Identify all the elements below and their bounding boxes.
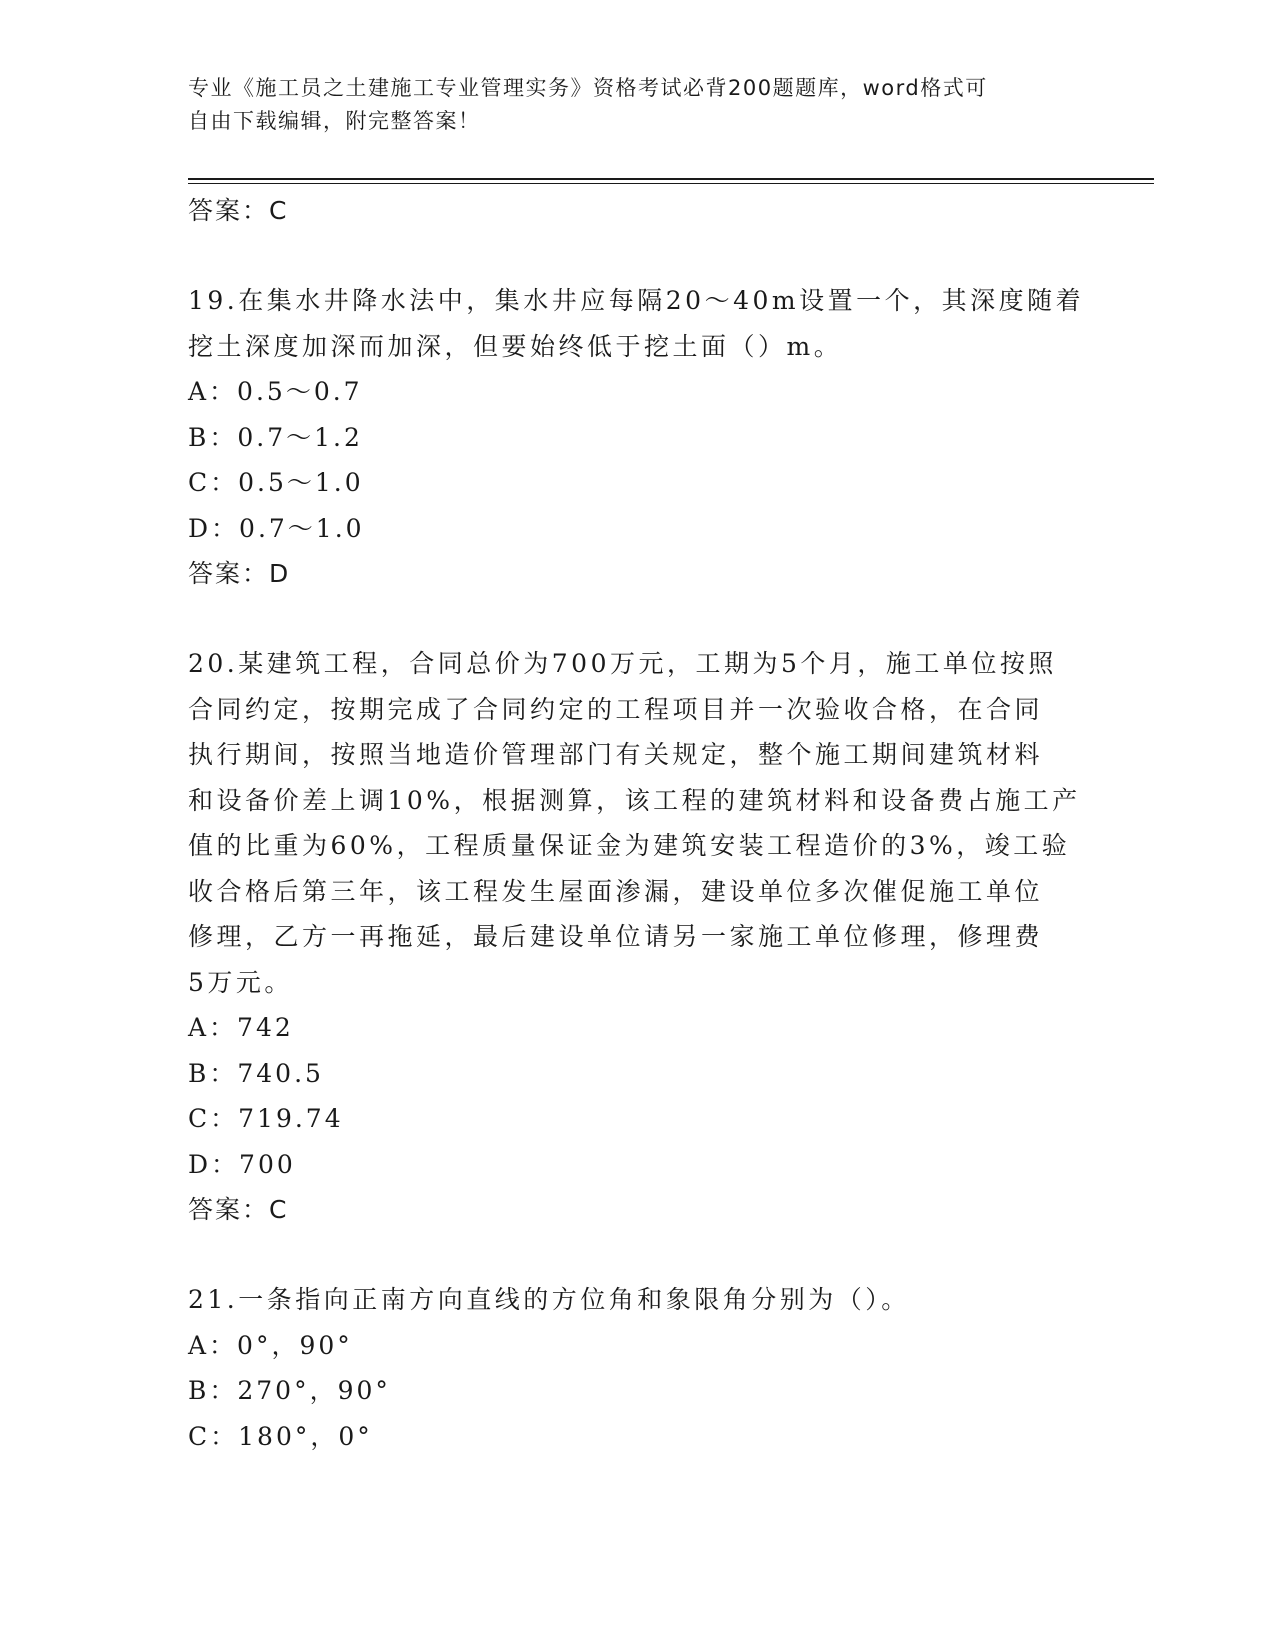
question-answer: 答案：C [188, 1195, 289, 1224]
option-c: C：0.5～1.0 [188, 468, 364, 497]
question-20 [188, 641, 1088, 1232]
previous-question-answer: 答案：C [188, 196, 289, 225]
question-stem-line: 和设备价差上调10%，根据测算，该工程的建筑材料和设备费占施工产 [188, 785, 1081, 815]
option-d: D：700 [188, 1149, 296, 1179]
question-stem-line: 5万元。 [188, 967, 293, 997]
header-divider-thin [188, 183, 1154, 184]
spacer [188, 596, 1088, 641]
question-stem-line: 20.某建筑工程，合同总价为700万元，工期为5个月，施工单位按照 [188, 649, 1057, 678]
question-stem-line: 合同约定，按期完成了合同约定的工程项目并一次验收合格，在合同 [188, 694, 1044, 724]
option-a: A：0°，90° [188, 1330, 353, 1360]
question-stem-line: 值的比重为60%，工程质量保证金为建筑安装工程造价的3%，竣工验 [188, 831, 1071, 860]
document-header [188, 72, 1068, 138]
question-stem-line: 19.在集水井降水法中，集水井应每隔20～40m设置一个，其深度随着 [188, 286, 1085, 315]
option-b: B：270°，90° [188, 1376, 391, 1405]
document-body [188, 188, 1088, 1459]
option-b: B：740.5 [188, 1058, 324, 1088]
header-title-line-1: 专业《施工员之土建施工专业管理实务》资格考试必背200题题库，word格式可 [188, 76, 988, 100]
question-stem-line: 挖土深度加深而加深，但要始终低于挖土面（）m。 [188, 331, 843, 361]
spacer [188, 1232, 1088, 1277]
spacer [188, 233, 1088, 278]
header-divider-thick [188, 178, 1154, 180]
question-stem-line: 收合格后第三年，该工程发生屋面渗漏，建设单位多次催促施工单位 [188, 876, 1044, 906]
question-answer: 答案：D [188, 559, 291, 588]
question-stem-line: 执行期间，按照当地造价管理部门有关规定，整个施工期间建筑材料 [188, 740, 1044, 769]
option-b: B：0.7～1.2 [188, 422, 363, 452]
header-title-line-2: 自由下载编辑，附完整答案！ [188, 109, 481, 133]
option-d: D：0.7～1.0 [188, 513, 365, 543]
option-a: A：742 [188, 1013, 294, 1042]
option-c: C：180°，0° [188, 1421, 373, 1451]
option-c: C：719.74 [188, 1104, 344, 1133]
question-stem-line: 修理，乙方一再拖延，最后建设单位请另一家施工单位修理，修理费 [188, 922, 1044, 951]
question-21 [188, 1277, 1088, 1459]
question-stem-line: 21.一条指向正南方向直线的方位角和象限角分别为（）。 [188, 1285, 910, 1314]
question-19 [188, 278, 1088, 596]
option-a: A：0.5～0.7 [188, 377, 363, 406]
